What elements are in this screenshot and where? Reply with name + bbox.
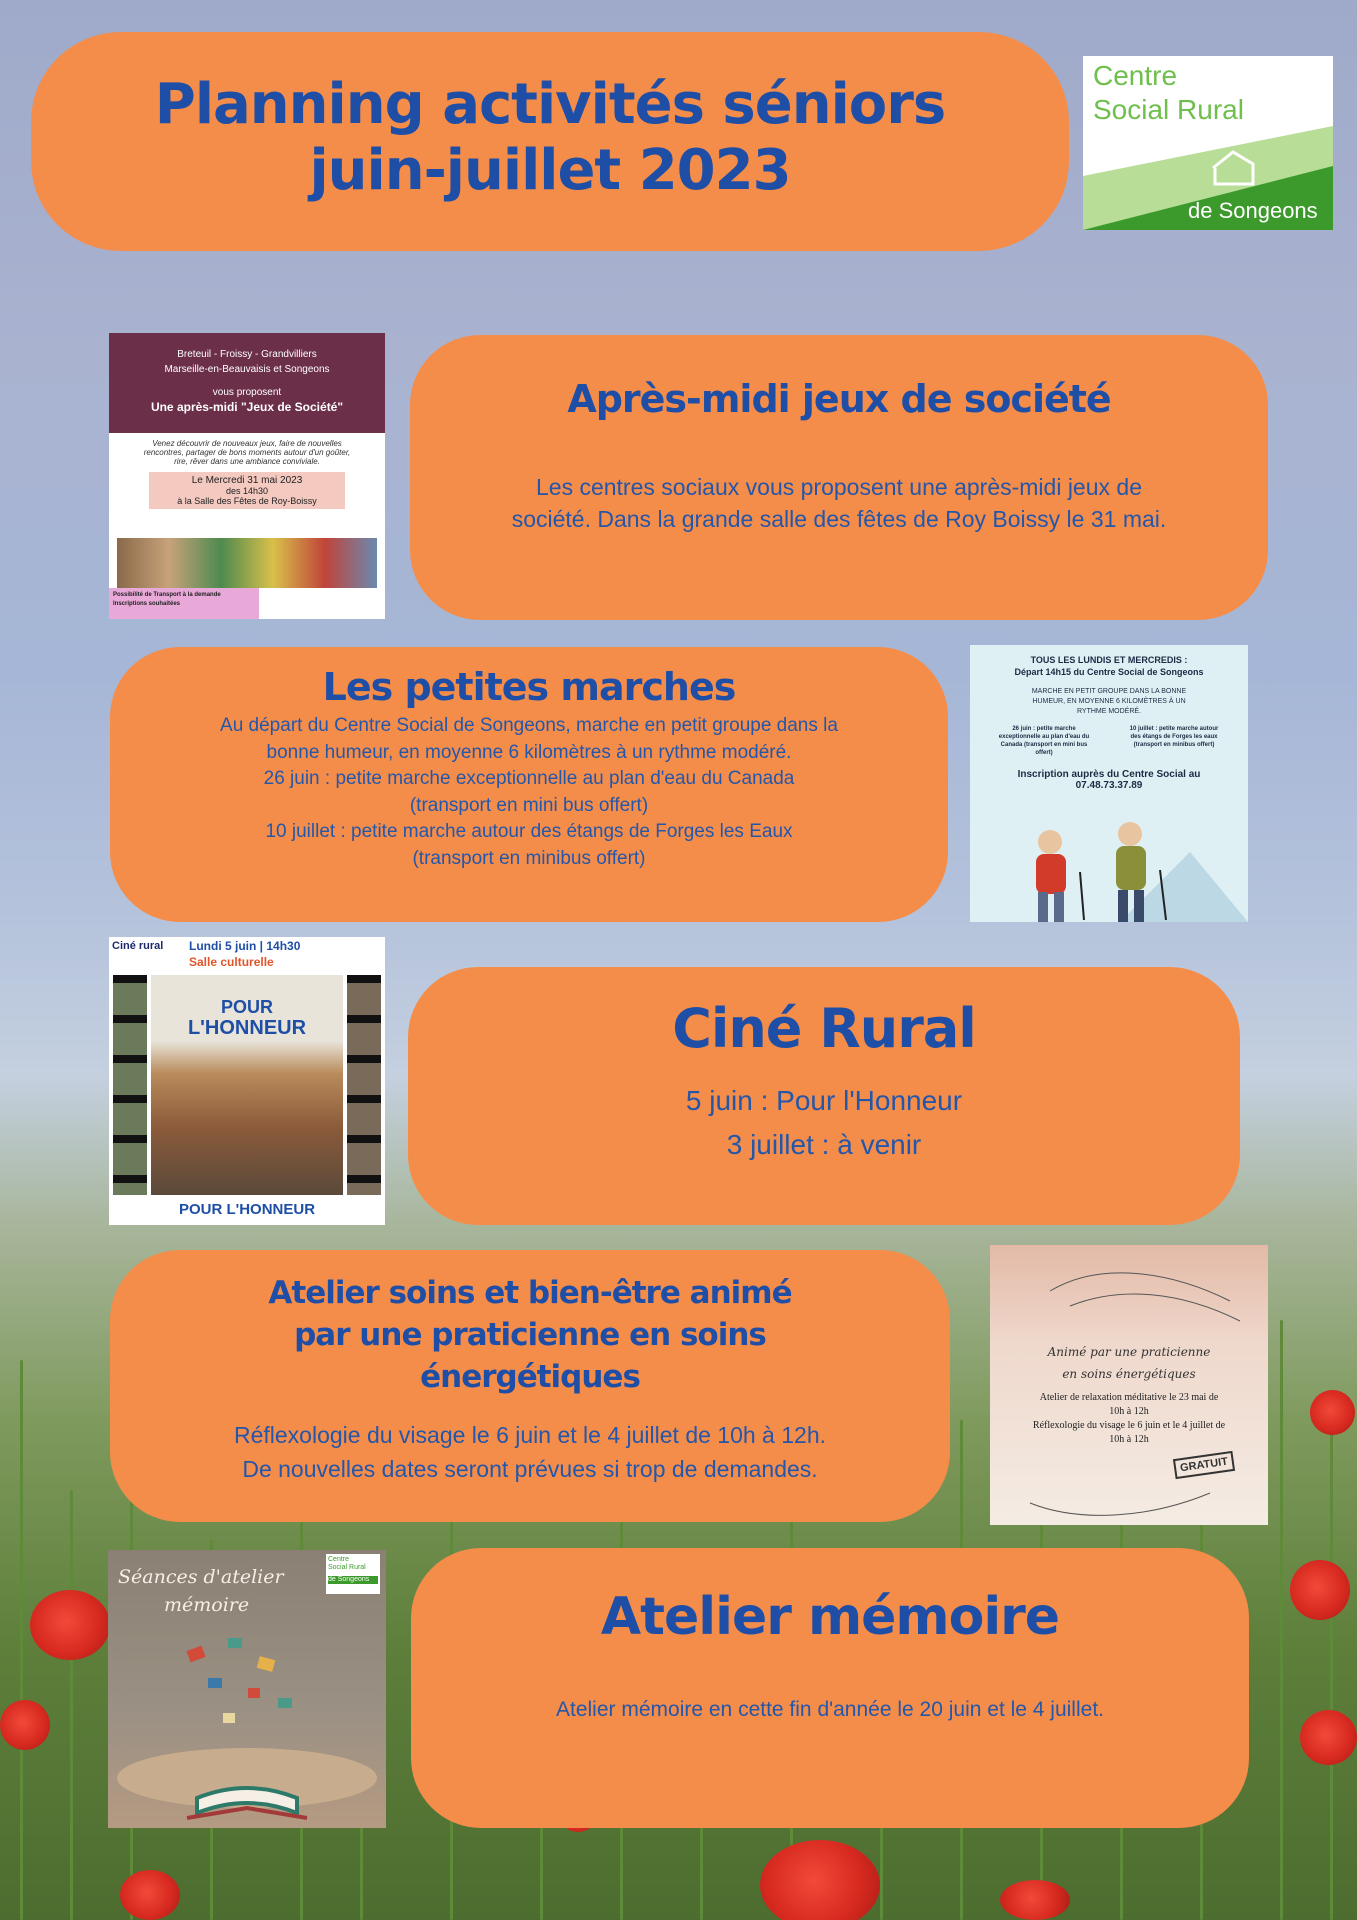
hands-illustration-top: [990, 1251, 1268, 1341]
marches-title: Les petites marches: [322, 665, 736, 709]
soins-card: [110, 1250, 950, 1522]
soins-title-2: par une praticienne en soins: [294, 1317, 766, 1353]
soins-card-info-4: 10h à 12h: [1109, 1434, 1149, 1445]
soins-body-1: Réflexologie du visage le 6 juin et le 4 juillet de 10h à 12h.: [233, 1422, 826, 1448]
cine-poster-caption: POUR L'HONNEUR: [178, 1201, 316, 1218]
marches-flyer: [970, 645, 1248, 922]
memoire-card-line-2: mémoire: [164, 1594, 250, 1616]
logo-text-2: Social Rural: [1093, 94, 1244, 125]
marches-line-5: 10 juillet : petite marche autour des étangs de Forges les Eaux: [265, 821, 793, 842]
flyer-date-1: Le Mercredi 31 mai 2023: [191, 475, 303, 486]
jeux-body-2: société. Dans la grande salle des fêtes de Roy Boissy le 31 mai.: [511, 506, 1167, 532]
marches-flyer-desc-2: HUMEUR, EN MOYENNE 6 KILOMÈTRES À UN: [1032, 698, 1186, 705]
soins-card-script-1: Animé par une praticienne: [1047, 1345, 1211, 1359]
cine-poster: [109, 937, 385, 1225]
cine-poster-title-top: POUR: [220, 997, 273, 1017]
flyer-desc-3: rire, rêver dans une ambiance conviviale.: [174, 457, 320, 466]
memoire-logo-2: Social Rural: [328, 1564, 366, 1571]
cine-line-1: 5 juin : Pour l'Honneur: [685, 1085, 963, 1116]
marches-flyer-desc-1: MARCHE EN PETIT GROUPE DANS LA BONNE: [1031, 688, 1187, 695]
soins-title-3: énergétiques: [420, 1359, 640, 1395]
header-banner: [31, 32, 1069, 251]
soins-card-info-3: Réflexologie du visage le 6 juin et le 4 juillet de: [1032, 1420, 1226, 1431]
cine-poster-image: [151, 975, 343, 1195]
flyer-propose: vous proposent: [212, 387, 282, 398]
marches-card: [110, 647, 948, 922]
marches-line-2: bonne humeur, en moyenne 6 kilomètres à un rythme modéré.: [266, 741, 792, 763]
memoire-logo-1: Centre: [328, 1556, 350, 1563]
marches-line-6: (transport en minibus offert): [412, 847, 646, 869]
marches-flyer-col-2: 10 juillet : petite marche autour des étangs de Forges les eaux (transport en minibus offert): [1129, 726, 1219, 748]
cine-title: Ciné Rural: [672, 997, 976, 1060]
soins-body-2: De nouvelles dates seront prévues si trop de demandes.: [242, 1456, 818, 1482]
soins-card-script-2: en soins énergétiques: [1062, 1367, 1196, 1381]
logo-text-1: Centre: [1093, 60, 1178, 91]
flyer-date-3: à la Salle des Fêtes de Roy-Boissy: [177, 496, 317, 506]
gratuit-badge: GRATUIT: [1173, 1451, 1235, 1479]
flyer-headline: Une après-midi "Jeux de Société": [150, 400, 344, 414]
centre-social-logo: [1083, 56, 1333, 230]
marches-flyer-phone: 07.48.73.37.89: [1075, 780, 1143, 791]
soins-card-info-2: 10h à 12h: [1109, 1406, 1149, 1417]
film-strip-left: [113, 975, 147, 1195]
soins-card-info-1: Atelier de relaxation méditative le 23 mai de: [1039, 1392, 1219, 1403]
jeux-card: [410, 335, 1268, 620]
marches-line-3: 26 juin : petite marche exceptionnelle au plan d'eau du Canada: [263, 768, 795, 789]
cine-poster-brand: Ciné rural: [112, 940, 164, 952]
hikers-illustration: [970, 812, 1248, 922]
flyer-desc-2: rencontres, partager de bons moments autour d'un goûter,: [143, 448, 351, 457]
page-title: Planning activités séniors: [154, 72, 946, 137]
cine-poster-place: Salle culturelle: [189, 955, 274, 969]
flyer-date-2: des 14h30: [225, 486, 269, 496]
flyer-note-1: Possibilité de Transport à la demande: [113, 592, 221, 598]
page-subtitle: juin-juillet 2023: [309, 138, 791, 203]
memoire-title: Atelier mémoire: [600, 1587, 1060, 1647]
flyer-communes-1: Breteuil - Froissy - Grandvilliers: [177, 349, 317, 360]
memoire-body: Atelier mémoire en cette fin d'année le 20 juin et le 4 juillet.: [556, 1698, 1104, 1721]
marches-line-4: (transport en mini bus offert): [409, 794, 649, 816]
flyer-photo-strip: [117, 538, 377, 588]
marches-flyer-inscription: Inscription auprès du Centre Social au: [1017, 769, 1201, 780]
memoire-card-line-1: Séances d'atelier: [118, 1566, 284, 1588]
film-strip-right: [347, 975, 381, 1195]
cine-poster-date: Lundi 5 juin | 14h30: [189, 939, 301, 953]
hands-illustration-bottom: [990, 1473, 1268, 1523]
jeux-body-1: Les centres sociaux vous proposent une après-midi jeux de: [535, 474, 1142, 500]
marches-flyer-head-1: TOUS LES LUNDIS ET MERCREDIS :: [1030, 655, 1188, 665]
cine-card: [408, 967, 1240, 1225]
flyer-communes-2: Marseille-en-Beauvaisis et Songeons: [164, 364, 330, 375]
memoire-logo-3: de Songeons: [328, 1576, 378, 1584]
flyer-desc-1: Venez découvrir de nouveaux jeux, faire de nouvelles: [152, 439, 342, 448]
marches-flyer-col-1: 26 juin : petite marche exceptionnelle au plan d'eau du Canada (transport en mini bus offert): [998, 726, 1090, 756]
marches-flyer-desc-3: RYTHME MODÉRÉ.: [1076, 708, 1142, 715]
jeux-flyer: [109, 333, 385, 619]
soins-title-1: Atelier soins et bien-être animé: [268, 1275, 792, 1311]
flyer-note-2: Inscriptions souhaitées: [113, 601, 181, 607]
memoire-mini-logo: [326, 1554, 380, 1594]
cine-poster-title-bottom: L'HONNEUR: [187, 1017, 307, 1039]
cine-line-2: 3 juillet : à venir: [726, 1129, 922, 1160]
memoire-card-image: [108, 1550, 386, 1828]
logo-text-3: de Songeons: [1188, 198, 1318, 223]
jeux-title: Après-midi jeux de société: [567, 377, 1111, 421]
marches-line-1: Au départ du Centre Social de Songeons, marche en petit groupe dans la: [220, 715, 838, 736]
marches-flyer-head-2: Départ 14h15 du Centre Social de Songeons: [1014, 667, 1204, 677]
memoire-card: [411, 1548, 1249, 1828]
soins-card-image: [990, 1245, 1268, 1525]
flying-books-illustration: [108, 1628, 386, 1828]
